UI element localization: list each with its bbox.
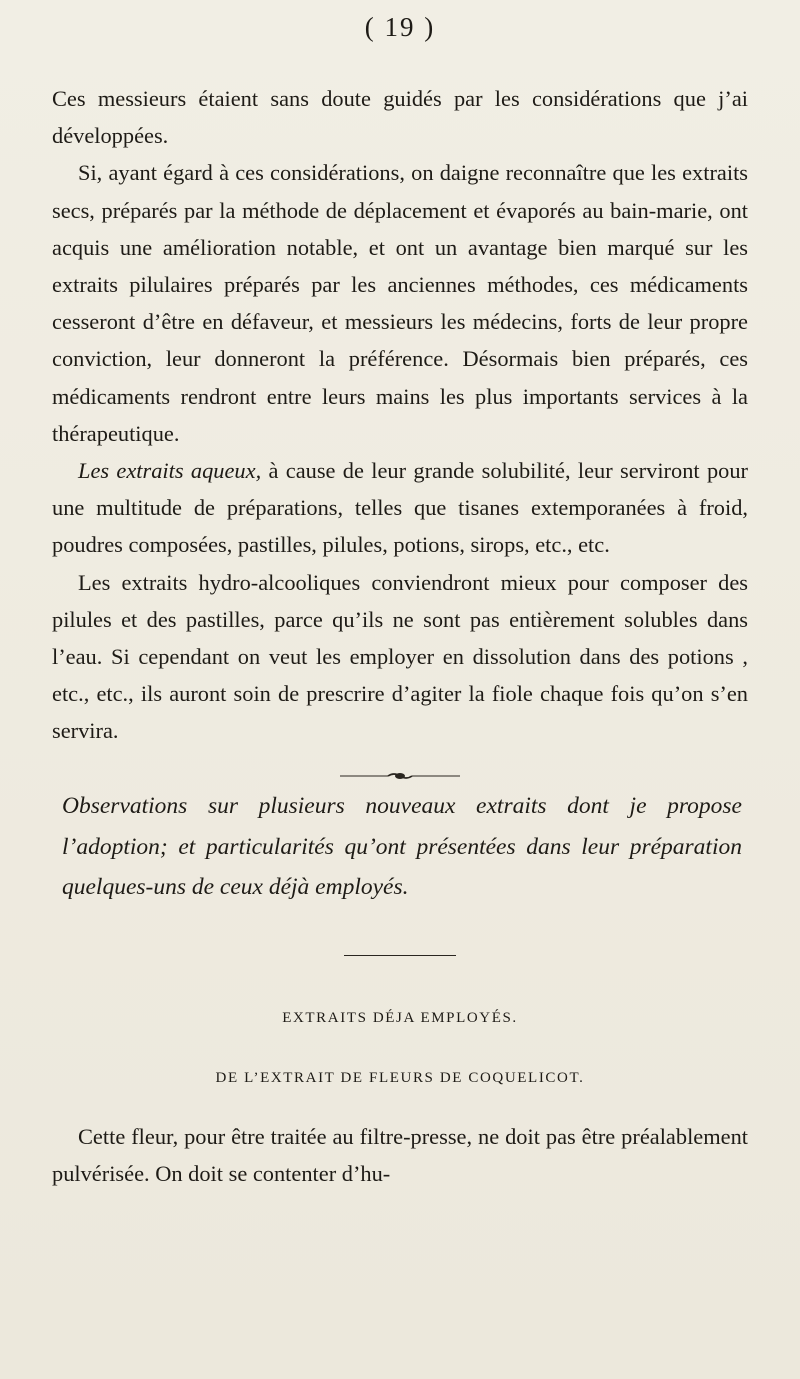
- italic-lead: Les extraits aqueux,: [78, 458, 262, 484]
- main-text: [52, 80, 748, 750]
- paragraph-final: Cette fleur, pour être traitée au filtre-presse, ne doit pas être préalablement pulvérisée. On doit se contenter d’hu-: [52, 1124, 748, 1187]
- page-number: ( 19 ): [364, 12, 436, 42]
- final-text: [52, 1118, 748, 1192]
- paragraph-3-text: à cause de leur grande solubilité, leur serviront pour une multitude de préparations, telles que tisanes extemporanées à froid, poudres composées, pastilles, pilules, potions, sirops, etc., etc.: [52, 458, 748, 558]
- paragraph-3: [52, 452, 748, 564]
- short-rule: [344, 955, 456, 956]
- section-heading: Observations sur plusieurs nouveaux extraits dont je propose l’adoption; et particularités qu’ont présentées dans leur préparation quelques-uns de ceux déjà employés.: [62, 793, 742, 900]
- subheading-poppy-extract: DE L’EXTRAIT DE FLEURS DE COQUELICOT.: [215, 1070, 585, 1086]
- paragraph-1: Ces messieurs étaient sans doute guidés par les considérations que j’ai développées.: [52, 86, 748, 149]
- paragraph-2: Si, ayant égard à ces considérations, on daigne reconnaître que les extraits secs, préparés par la méthode de déplacement et évaporés au bain-marie, ont acquis une amélioration notable, et ont un avantage bien marqué sur les extraits pilulaires préparés par les anciennes méthodes, ces médicaments cesseront d’être en défaveur, et messieurs les médecins, forts de leur propre conviction, leur donneront la préférence. Désormais bien préparés, ces médicaments rendront entre leurs mains les plus importants services à la thérapeutique.: [52, 160, 748, 446]
- ornament-divider: [338, 770, 462, 782]
- subheading-already-used: EXTRAITS DÉJA EMPLOYÉS.: [282, 1010, 518, 1026]
- paragraph-4: Les extraits hydro-alcooliques conviendront mieux pour composer des pilules et des pastilles, parce qu’ils ne sont pas entièrement solubles dans l’eau. Si cependant on veut les employer en dissolution dans des potions , etc., etc., ils auront soin de prescrire d’agiter la fiole chaque fois qu’on s’en servira.: [52, 569, 748, 744]
